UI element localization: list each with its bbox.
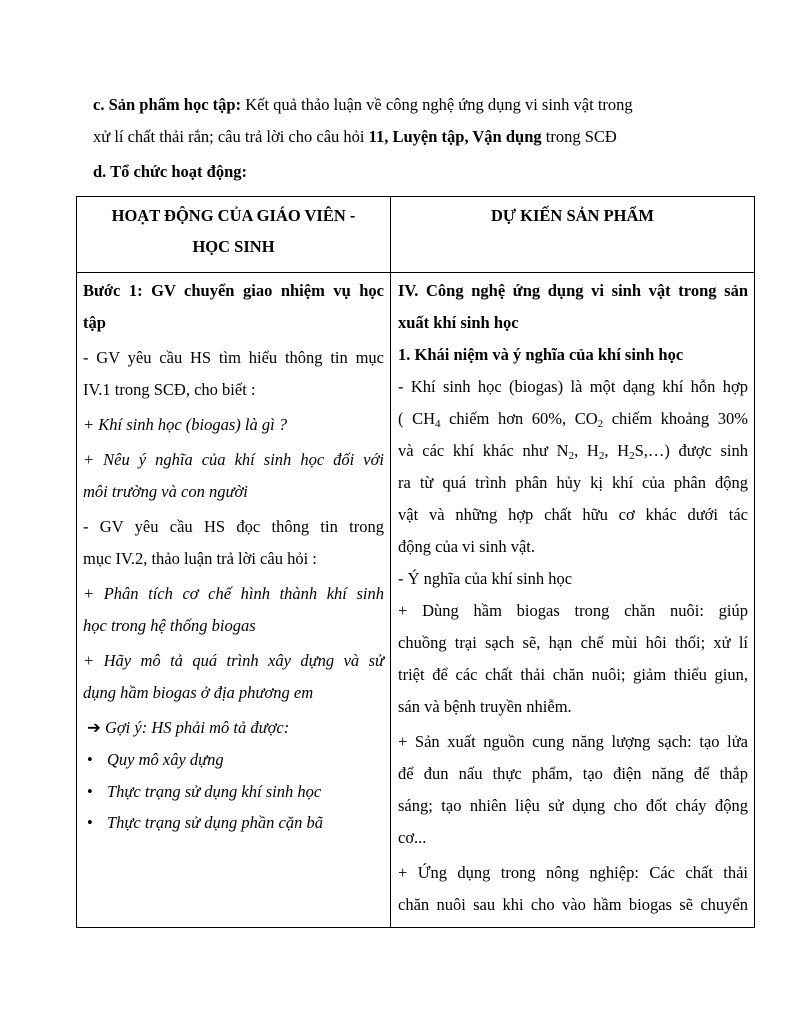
meaning-title: - Ý nghĩa của khí sinh học [398,569,573,588]
subsection-1-title: 1. Khái niệm và ý nghĩa của khí sinh học [398,345,684,364]
task1-b: IV.1 trong SCĐ, cho biết : [83,380,256,399]
meaning-2a: + Sản xuất nguồn cung năng lượng sạch: tạo lửa [398,732,748,751]
meaning-2c: sáng; tạo nhiên liệu sử dụng cho đốt cháy động [398,796,748,815]
meaning-1c: triệt để các chất thải chăn nuôi; giảm thiểu giun, [398,665,748,684]
expected-product-cell [391,273,755,928]
section-c-line-1 [93,89,733,121]
section-iv-title-b: xuất khí sinh học [398,313,519,332]
subscript: 2 [598,450,605,462]
question-2a: + Nêu ý nghĩa của khí sinh học đối với [83,450,384,469]
subscript: 2 [597,418,604,430]
definition-text: , H [574,441,599,460]
task1-a: - GV yêu cầu HS tìm hiểu thông tin mục [83,348,384,367]
definition-line-4: ra từ quá trình phân hủy kị khí của phân động [398,473,748,492]
task2-b: mục IV.2, thảo luận trả lời câu hỏi : [83,549,317,568]
question-4b: dụng hầm biogas ở địa phương em [83,683,314,702]
header-left-line-2: HỌC SINH [192,237,275,256]
definition-text: ( CH [398,409,435,428]
hint-bullet-list [83,744,384,839]
question-4a: + Hãy mô tả quá trình xây dựng và sử [83,651,384,670]
definition-line-1: - Khí sinh học (biogas) là một dạng khí hỗn hợp [398,377,748,396]
list-item: • Quy mô xây dựng [107,744,384,776]
subscript: 4 [435,418,441,430]
definition-text: chiếm hơn 60%, CO [440,409,598,428]
activity-table [76,196,755,928]
subscript: 2 [568,450,575,462]
meaning-3a: + Ứng dụng trong nông nghiệp: Các chất thải [398,863,748,882]
step1-title-a: Bước 1: GV chuyển giao nhiệm vụ học [83,281,384,300]
list-item: • Thực trạng sử dụng khí sinh học [107,776,384,808]
teacher-student-activity-cell [77,273,391,928]
definition-text: và các khí khác như N [398,441,569,460]
hint-line [83,712,384,744]
section-c-label: c. Sản phẩm học tập: [93,95,242,114]
definition-line-5: vật và những hợp chất hữu cơ khác dưới tác [398,505,748,524]
section-c-text-3: trong SCĐ [541,127,617,146]
header-left [77,197,391,273]
section-c-text-1: Kết quả thảo luận về công nghệ ứng dụng vi sinh vật trong [241,95,633,114]
question-3b: học trong hệ thống biogas [83,616,256,635]
meaning-1a: + Dùng hầm biogas trong chăn nuôi: giúp [398,601,748,620]
task2-a: - GV yêu cầu HS đọc thông tin trong [83,517,384,536]
header-right-text: DỰ KIẾN SẢN PHẨM [490,206,654,225]
arrow-right-icon: ➔ [87,718,101,737]
question-2b: môi trường và con người [83,482,248,501]
section-c-line-2 [93,121,733,153]
section-c-bold: 11, Luyện tập, Vận dụng [368,127,542,146]
table-body-row [77,273,755,928]
step1-title-b: tập [83,313,106,332]
question-1: + Khí sinh học (biogas) là gì ? [83,415,288,434]
header-right [391,197,755,273]
definition-line-6: động của vi sinh vật. [398,537,536,556]
definition-text: chiếm khoảng 30% [603,409,748,428]
meaning-1b: chuồng trại sạch sẽ, hạn chế mùi hôi thối; xử lí [398,633,748,652]
meaning-3b: chăn nuôi sau khi cho vào hầm biogas sẽ chuyển [398,895,748,914]
definition-line-3 [398,435,748,467]
section-iv-title-a: IV. Công nghệ ứng dụng vi sinh vật trong sản [398,281,748,300]
header-left-line-1: HOẠT ĐỘNG CỦA GIÁO VIÊN - [111,206,356,225]
table-header-row [77,197,755,273]
definition-text: S,…) được sinh [634,441,748,460]
list-item: • Thực trạng sử dụng phần cặn bã [107,807,384,839]
subscript: 2 [629,450,635,462]
meaning-2d: cơ... [398,828,427,847]
meaning-2b: để đun nấu thực phẩm, tạo điện năng để thắp [398,764,748,783]
definition-text: , H [604,441,630,460]
hint-text: Gợi ý: HS phải mô tả được: [100,718,290,737]
question-3a: + Phân tích cơ chế hình thành khí sinh [83,584,384,603]
meaning-1d: sán và bệnh truyền nhiễm. [398,697,572,716]
section-c-text-2: xử lí chất thải rắn; câu trả lời cho câu hỏi [93,127,369,146]
definition-line-2 [398,403,748,435]
section-d-label: d. Tổ chức hoạt động: [93,162,248,181]
